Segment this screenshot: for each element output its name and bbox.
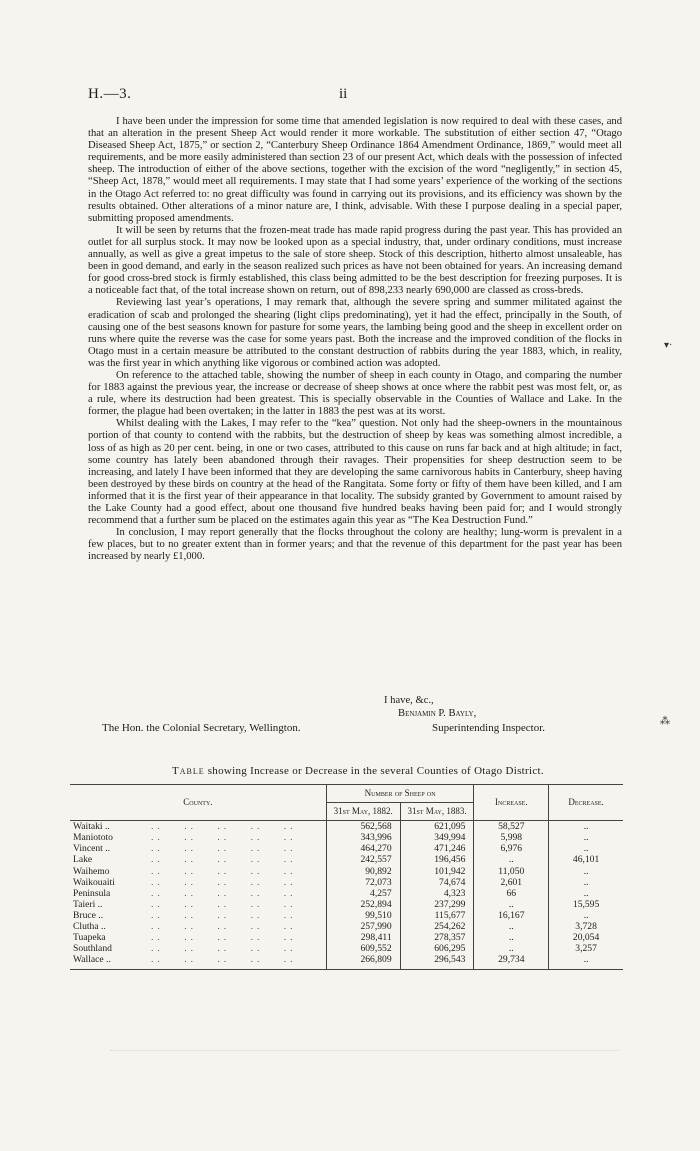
leader-dots: .. .. .. .. ..: [151, 843, 297, 855]
margin-mark: ⁂: [660, 716, 670, 727]
table-row: [70, 932, 623, 943]
increase-cell: ..: [474, 854, 549, 865]
sheep-1883-cell: 278,357: [400, 932, 474, 943]
page-number: ii: [339, 86, 348, 102]
paragraph-frozen-meat: It will be seen by returns that the frozen-meat trade has made rapid progress during the past year. This has provided an outlet for all surplus stock. It may now be looked upon as a special industry, that, under ordinary conditions, must increase annually, as well as give a great impetus to the sale of store sheep. Stock of this description, hitherto almost unsaleable, has been in good demand, and early in the season realized such prices as have not been obtained for years. An increasing demand for good cross-bred stock is firmly established, this class being admitted to be the best description for freezing purposes. It is a noticeable fact that, of the total increase shown on return, out of 898,233 nearly 690,000 are classed as cross-breds.: [88, 224, 622, 297]
increase-cell: 16,167: [474, 910, 549, 921]
sheep-1882-cell: 298,411: [326, 932, 400, 943]
sheep-1883-cell: 74,674: [400, 877, 474, 888]
decrease-cell: ..: [549, 954, 623, 970]
signatory-title: Superintending Inspector.: [432, 722, 546, 734]
table-row: [70, 888, 623, 899]
table-caption-text: showing Increase or Decrease in the several Counties of Otago District.: [207, 765, 544, 777]
county-label: Waihemo: [73, 865, 110, 877]
county-label: Maniototo: [73, 832, 113, 844]
year-1882-header: 31st May, 1882.: [326, 803, 400, 821]
paragraph-sheep-act: I have been under the impression for some time that amended legislation is now required to deal with these cases, and that an alteration in the present Sheep Act would render it more workable. The substitution of either section 47, “Otago Diseased Sheep Act, 1875,” or section 2, “Canterbury Sheep Ordinance 1864 Amendment Ordinance, 1869,” would meet all requirements, and be more easily administered than section 23 of our present Act, which deals with the possession of infected sheep. The introduction of either of the above sections, together with the excision of the word “negligently,” in section 45, “Sheep Act, 1878,” would meet all requirements. I may state that I had some years’ experience of the working of the sections in the Otago Act referred to: no great difficulty was found in carrying out its provisions, and its efficiency was shown by the results obtained. Other alterations of a minor nature are, I think, advisable. With these I purpose dealing in a special paper, submitting proposed amendments.: [88, 116, 622, 224]
sheep-1882-cell: 242,557: [326, 854, 400, 865]
table-row: [70, 821, 623, 833]
increase-cell: 2,601: [474, 877, 549, 888]
decrease-cell: ..: [549, 910, 623, 921]
paragraph-conclusion: In conclusion, I may report generally that the flocks throughout the colony are healthy; lung-worm is prevalent in a few places, but to no greater extent than in former years; and that the revenue of this department for the past year has been increased by nearly £1,000.: [88, 527, 622, 563]
increase-header: Increase.: [474, 785, 549, 821]
table-row: [70, 832, 623, 843]
sheep-1883-cell: 471,246: [400, 843, 474, 854]
county-label: Vincent ..: [73, 843, 110, 855]
county-label: Wallace ..: [73, 954, 111, 966]
increase-cell: ..: [474, 932, 549, 943]
increase-cell: 5,998: [474, 832, 549, 843]
table-row: [70, 910, 623, 921]
table-caption: [96, 765, 620, 777]
sheep-1883-cell: 196,456: [400, 854, 474, 865]
county-label: Peninsula: [73, 887, 111, 899]
sheep-1883-cell: 606,295: [400, 943, 474, 954]
sheep-1882-cell: 257,990: [326, 921, 400, 932]
decrease-cell: ..: [549, 877, 623, 888]
sheep-1883-cell: 115,677: [400, 910, 474, 921]
sheep-1882-cell: 99,510: [326, 910, 400, 921]
sheep-1882-cell: 266,809: [326, 954, 400, 970]
leader-dots: .. .. .. .. ..: [151, 921, 297, 933]
paragraph-operations: Reviewing last year’s operations, I may remark that, although the severe spring and summer militated against the eradication of scab and prolonged the shearing (light clips predominating), yet it had the effect, principally in the South, of causing one of the best seasons known for pasture for some years, the lambing being good and the sheep in excellent order on runs where quite the reverse was the case for some years past. Both the increase and the improved condition of the flocks in Otago must in a certain measure be attributed to the constant destruction of rabbits during the year 1883, which, in reality, was the first year in which anything like vigorous or combined action was adopted.: [88, 297, 622, 369]
county-name: [70, 921, 326, 932]
table-caption-label: Table: [172, 765, 205, 777]
sheep-1882-cell: 252,894: [326, 899, 400, 910]
county-label: Taieri ..: [73, 898, 103, 910]
sheep-1882-cell: 464,270: [326, 843, 400, 854]
leader-dots: .. .. .. .. ..: [151, 943, 297, 955]
leader-dots: .. .. .. .. ..: [151, 865, 297, 877]
paragraph-kea: Whilst dealing with the Lakes, I may refer to the “kea” question. Not only had the sheep-owners in the mountainous portion of that county to contend with the rabbits, but the destruction of sheep by keas was something almost incredible, a loss of as high as 20 per cent. being, in one or two cases, attributed to this cause on runs far back and at high altitude; in fact, some country has lately been abandoned through their ravages. Their propensities for sheep destruction seem to be increasing, and lately I have been informed that they are developing the same carnivorous habits in Canterbury, sheep having been destroyed by these birds on country at the head of the Rangitata. Some forty or fifty of them have been killed, and I am informed that it is the first year of their appearance in that locality. The subsidy granted by Government to amount raised by the Lake County had a good effect, about one thousand five hundred beaks having been paid for; and I would strongly recommend that a further sum be placed on the estimates again this year as “The Kea Destruction Fund.”: [88, 418, 622, 527]
county-label: Waitaki ..: [73, 821, 110, 833]
increase-cell: 29,734: [474, 954, 549, 970]
county-name: [70, 854, 326, 865]
leader-dots: .. .. .. .. ..: [151, 832, 297, 844]
table-row: [70, 866, 623, 877]
increase-cell: 58,527: [474, 821, 549, 833]
county-name: [70, 954, 326, 970]
county-name: [70, 821, 326, 833]
county-name: [70, 932, 326, 943]
margin-mark: ▾·: [664, 340, 673, 351]
paragraph-table-reference: On reference to the attached table, showing the number of sheep in each county in Otago, and comparing the number for 1883 against the previous year, the increase or decrease of sheep shows at once where the rabbit pest was most felt, or, as a rule, where its destruction had been greatest. This is specially observable in the Counties of Wallace and Lake. In the former, the plague had been overtaken; in the latter in 1883 the pest was at its worst.: [88, 369, 622, 418]
county-label: Southland: [73, 943, 112, 955]
sheep-1883-cell: 254,262: [400, 921, 474, 932]
table-row: [70, 921, 623, 932]
decrease-cell: ..: [549, 888, 623, 899]
decrease-cell: ..: [549, 832, 623, 843]
salutation: I have, &c.,: [384, 695, 434, 706]
decrease-cell: 46,101: [549, 854, 623, 865]
table-row: [70, 877, 623, 888]
county-name: [70, 877, 326, 888]
table-row: [70, 854, 623, 865]
leader-dots: .. .. .. .. ..: [151, 876, 297, 888]
sheep-1882-cell: 562,568: [326, 821, 400, 833]
sheep-1882-cell: 609,552: [326, 943, 400, 954]
sheep-1883-cell: 237,299: [400, 899, 474, 910]
increase-cell: 66: [474, 888, 549, 899]
table-row: [70, 943, 623, 954]
decrease-cell: 3,257: [549, 943, 623, 954]
increase-cell: ..: [474, 943, 549, 954]
decrease-cell: 3,728: [549, 921, 623, 932]
decrease-cell: 15,595: [549, 899, 623, 910]
increase-cell: 6,976: [474, 843, 549, 854]
increase-cell: 11,050: [474, 866, 549, 877]
sheep-1883-cell: 101,942: [400, 866, 474, 877]
county-name: [70, 910, 326, 921]
leader-dots: .. .. .. .. ..: [151, 821, 297, 833]
leader-dots: .. .. .. .. ..: [151, 954, 297, 966]
sheep-1883-cell: 4,323: [400, 888, 474, 899]
county-header: County.: [70, 785, 326, 821]
county-label: Waikouaiti: [73, 876, 115, 888]
sheep-1882-cell: 343,996: [326, 832, 400, 843]
county-name: [70, 943, 326, 954]
sheep-county-table: [70, 784, 623, 970]
sheep-1883-cell: 296,543: [400, 954, 474, 970]
decrease-cell: ..: [549, 821, 623, 833]
sheep-1882-cell: 72,073: [326, 877, 400, 888]
table-row: [70, 843, 623, 854]
county-label: Bruce ..: [73, 909, 104, 921]
decrease-cell: ..: [549, 866, 623, 877]
increase-cell: ..: [474, 899, 549, 910]
leader-dots: .. .. .. .. ..: [151, 887, 297, 899]
table-row: [70, 954, 623, 970]
signatory: Benjamin P. Bayly,: [398, 708, 477, 719]
sheep-1882-cell: 90,892: [326, 866, 400, 877]
county-name: [70, 832, 326, 843]
county-name: [70, 843, 326, 854]
document-reference: H.—3.: [88, 86, 132, 102]
sheep-1883-cell: 621,095: [400, 821, 474, 833]
year-1883-header: 31st May, 1883.: [400, 803, 474, 821]
leader-dots: .. .. .. .. ..: [151, 854, 297, 866]
addressee: The Hon. the Colonial Secretary, Wellington.: [102, 722, 301, 734]
table-row: [70, 899, 623, 910]
leader-dots: .. .. .. .. ..: [151, 909, 297, 921]
report-body: [88, 116, 622, 563]
sheep-count-header: Number of Sheep on: [326, 785, 474, 803]
decrease-cell: ..: [549, 843, 623, 854]
decrease-cell: 20,054: [549, 932, 623, 943]
increase-cell: ..: [474, 921, 549, 932]
leader-dots: .. .. .. .. ..: [151, 932, 297, 944]
county-name: [70, 899, 326, 910]
sheep-1883-cell: 349,994: [400, 832, 474, 843]
county-label: Tuapeka: [73, 932, 106, 944]
decrease-header: Decrease.: [549, 785, 623, 821]
sheep-1882-cell: 4,257: [326, 888, 400, 899]
faint-show-through: [110, 1010, 620, 1051]
county-name: [70, 866, 326, 877]
leader-dots: .. .. .. .. ..: [151, 898, 297, 910]
county-label: Clutha ..: [73, 921, 106, 933]
county-label: Lake: [73, 854, 93, 866]
county-name: [70, 888, 326, 899]
